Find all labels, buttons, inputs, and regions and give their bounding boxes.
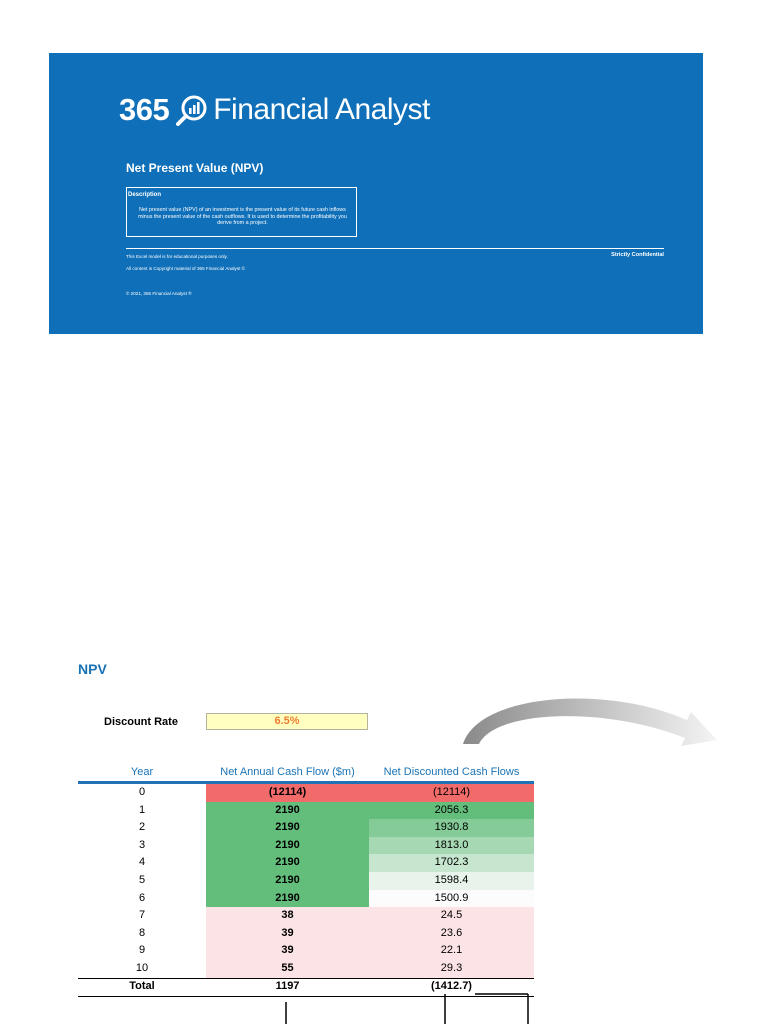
magnifier-chart-icon bbox=[175, 93, 209, 127]
npv-section-title: NPV bbox=[78, 661, 107, 677]
brand-logo bbox=[119, 85, 511, 135]
disclaimer-text: This Excel model is for educational purposes only. bbox=[126, 254, 228, 259]
cash-flow-cell: 2190 bbox=[206, 837, 369, 855]
table-row bbox=[78, 890, 534, 908]
table-row bbox=[78, 819, 534, 837]
year-cell: 7 bbox=[138, 909, 146, 922]
table-row bbox=[78, 854, 534, 872]
discounted-cell: 24.5 bbox=[369, 907, 534, 925]
connector-lines bbox=[270, 990, 540, 1024]
total-discounted: (1412.7) bbox=[431, 979, 472, 992]
year-cell: 1 bbox=[138, 803, 146, 816]
logo-number: 365 bbox=[119, 92, 170, 127]
description-text: Net present value (NPV) of an investment is the present value of its future cash inflows minus the present value of the cash outflows. It is used to determine the profitability you derive from a project. bbox=[138, 207, 347, 227]
cash-flow-cell: 39 bbox=[206, 925, 369, 943]
year-cell: 9 bbox=[138, 944, 146, 957]
cash-flow-cell: 55 bbox=[206, 960, 369, 978]
table-body bbox=[78, 784, 534, 978]
discounted-cell: (12114) bbox=[369, 784, 534, 802]
year-cell: 6 bbox=[138, 891, 146, 904]
cash-flow-cell: 2190 bbox=[206, 819, 369, 837]
discounted-cell: 1930.8 bbox=[369, 819, 534, 837]
npv-table bbox=[78, 764, 534, 997]
discounted-cell: 29.3 bbox=[369, 960, 534, 978]
cash-flow-cell: 38 bbox=[206, 907, 369, 925]
discounted-cell: 1500.9 bbox=[369, 890, 534, 908]
table-row bbox=[78, 802, 534, 820]
discounted-cell: 1598.4 bbox=[369, 872, 534, 890]
header-year: Year bbox=[130, 766, 154, 778]
table-row bbox=[78, 872, 534, 890]
discounted-cell: 22.1 bbox=[369, 942, 534, 960]
year-cell: 8 bbox=[138, 926, 146, 939]
logo-name: Financial Analyst bbox=[213, 93, 430, 126]
curved-arrow-icon bbox=[455, 690, 727, 772]
table-row bbox=[78, 907, 534, 925]
year-cell: 2 bbox=[138, 821, 146, 834]
year-cell: 5 bbox=[138, 873, 146, 886]
cash-flow-cell: 39 bbox=[206, 942, 369, 960]
discounted-cell: 23.6 bbox=[369, 925, 534, 943]
header-discounted: Net Discounted Cash Flows bbox=[383, 766, 520, 778]
divider bbox=[126, 248, 664, 249]
table-header bbox=[78, 764, 534, 784]
description-heading: Description bbox=[128, 192, 162, 198]
table-row bbox=[78, 784, 534, 802]
table-row bbox=[78, 960, 534, 978]
cash-flow-cell: 2190 bbox=[206, 890, 369, 908]
table-row bbox=[78, 837, 534, 855]
copyright-note: All content is Copyright material of 365 Financial Analyst © bbox=[126, 266, 246, 271]
header-cash-flow: Net Annual Cash Flow ($m) bbox=[220, 766, 355, 778]
table-row bbox=[78, 942, 534, 960]
cash-flow-cell: 2190 bbox=[206, 854, 369, 872]
total-cash-flow: 1197 bbox=[275, 979, 300, 992]
page-title: Net Present Value (NPV) bbox=[126, 161, 264, 175]
total-label: Total bbox=[129, 979, 155, 992]
table-row bbox=[78, 925, 534, 943]
description-box bbox=[126, 187, 357, 237]
discount-rate-label: Discount Rate bbox=[104, 716, 178, 728]
cash-flow-cell: (12114) bbox=[206, 784, 369, 802]
discounted-cell: 2056.3 bbox=[369, 802, 534, 820]
discounted-cell: 1813.0 bbox=[369, 837, 534, 855]
year-cell: 3 bbox=[138, 838, 146, 851]
year-cell: 4 bbox=[138, 856, 146, 869]
cash-flow-cell: 2190 bbox=[206, 872, 369, 890]
confidential-label: Strictly Confidential bbox=[611, 252, 664, 258]
cash-flow-cell: 2190 bbox=[206, 802, 369, 820]
cover-banner bbox=[49, 53, 703, 334]
year-cell: 0 bbox=[138, 786, 146, 798]
year-cell: 10 bbox=[135, 961, 149, 974]
discount-rate-input[interactable]: 6.5% bbox=[206, 713, 368, 730]
copyright-year: © 2021, 365 Financial Analyst ® bbox=[126, 291, 192, 296]
discounted-cell: 1702.3 bbox=[369, 854, 534, 872]
